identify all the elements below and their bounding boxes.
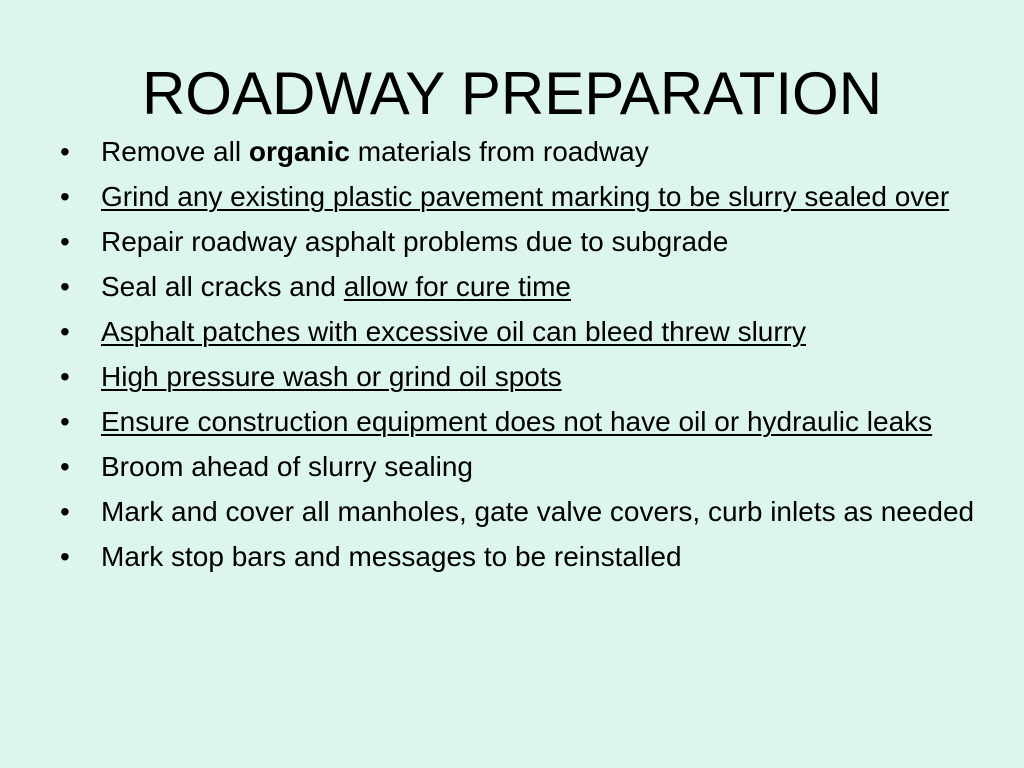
- bullet-icon: •: [60, 361, 70, 392]
- bullet-icon: •: [60, 451, 70, 482]
- bullet-icon: •: [60, 226, 70, 257]
- bullet-icon: •: [60, 316, 70, 347]
- bullet-icon: •: [60, 496, 70, 527]
- bullet-item-repair-asphalt: [55, 224, 980, 259]
- bullet-text-underlined: High pressure wash or grind oil spots: [101, 361, 562, 392]
- bullet-text-underlined: allow for cure time: [343, 271, 571, 302]
- bullet-item-manholes: [55, 494, 980, 529]
- bullet-item-asphalt-patches: [55, 314, 980, 349]
- bullet-item-pressure-wash: [55, 359, 980, 394]
- bullet-item-seal-cracks: [55, 269, 980, 304]
- bullet-icon: •: [60, 406, 70, 437]
- bullet-item-broom: [55, 449, 980, 484]
- bullet-text: Repair roadway asphalt problems due to subgrade: [101, 226, 729, 257]
- bullet-text-bold: organic: [248, 136, 350, 167]
- bullet-icon: •: [60, 271, 70, 302]
- bullet-item-stop-bars: [55, 539, 980, 574]
- bullet-text: Seal all cracks and: [101, 271, 344, 302]
- slide-title: ROADWAY PREPARATION: [141, 60, 883, 127]
- bullet-list: [55, 134, 980, 584]
- bullet-text-underlined: Grind any existing plastic pavement marking to be slurry sealed over: [101, 181, 950, 212]
- bullet-text-underlined: Asphalt patches with excessive oil can bleed threw slurry: [101, 316, 807, 347]
- bullet-icon: •: [60, 541, 70, 572]
- bullet-item-remove-organic: [55, 134, 980, 169]
- bullet-text: Remove all: [101, 136, 249, 167]
- bullet-text: materials from roadway: [349, 136, 649, 167]
- bullet-text: Mark stop bars and messages to be reinstalled: [101, 541, 682, 572]
- bullet-icon: •: [60, 136, 70, 167]
- bullet-text: Mark and cover all manholes, gate valve covers, curb inlets as needed: [101, 496, 975, 527]
- bullet-text-underlined: Ensure construction equipment does not have oil or hydraulic leaks: [101, 406, 933, 437]
- bullet-text: Broom ahead of slurry sealing: [101, 451, 473, 482]
- bullet-icon: •: [60, 181, 70, 212]
- bullet-item-equipment-leaks: [55, 404, 980, 439]
- bullet-item-grind-marking: [55, 179, 980, 214]
